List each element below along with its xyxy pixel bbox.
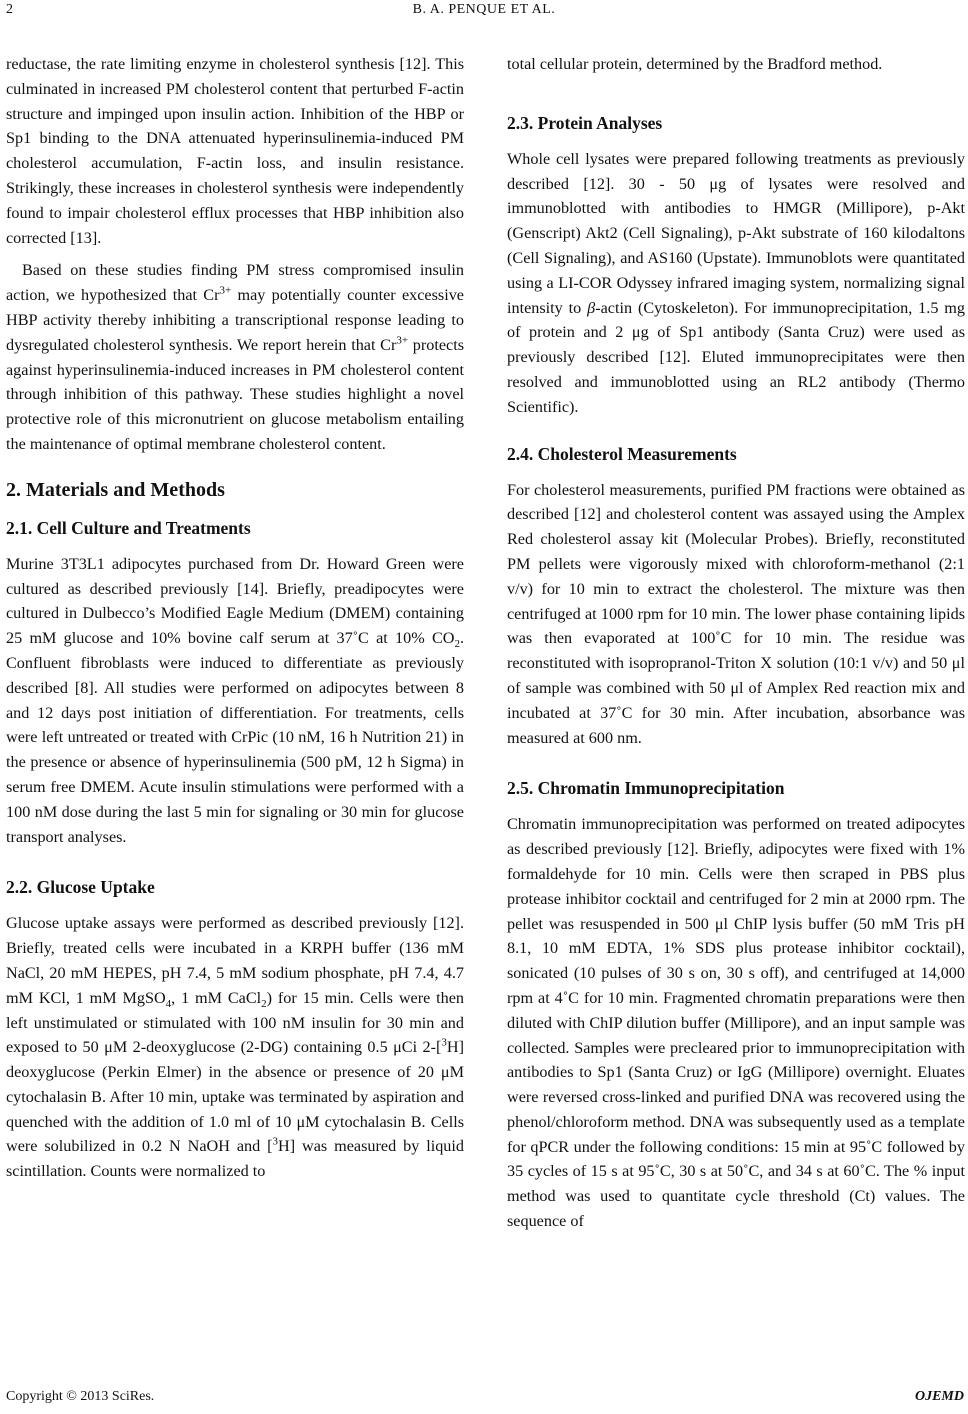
right-column bbox=[507, 52, 965, 1234]
journal-name: OJEMD bbox=[914, 1389, 964, 1404]
subsection-heading: 2.3. Protein Analyses bbox=[507, 112, 663, 133]
subsection-heading: 2.1. Cell Culture and Treatments bbox=[6, 517, 251, 538]
paragraph: Chromatin immunoprecipitation was performed on treated adipocytes as described previously [12]. Briefly, adipocytes were fixed with 1% formaldehyde for 10 min. Cells were then scraped in PBS plus protease inhibitor cocktail and centrifuged for 2 min at 2000 rpm. The pellet was resuspended in 500 μl ChIP lysis buffer (50 mM Tris pH 8.1, 10 mM EDTA, 1% SDS plus protease inhibitor cocktail), sonicated (10 pulses of 30 s on, 30 s off), and centrifuged at 14,000 rpm at 4˚C for 10 min. Fragmented chromatin preparations were then diluted with ChIP dilution buffer (Millipore), and an input sample was collected. Samples were precleared prior to immunoprecipitation with antibodies to Sp1 (Santa Cruz) or IgG (Millipore) overnight. Eluates were reversed cross-linked and purified DNA was recovered using the phenol/chloroform method. DNA was subsequently used as a template for qPCR under the following conditions: 15 min at 95˚C followed by 35 cycles of 15 s at 95˚C, 30 s at 50˚C, and 34 s at 60˚C. The % input method was used to quantitate cycle threshold (Ct) values. The sequence of bbox=[507, 815, 965, 1231]
page-header bbox=[0, 2, 968, 24]
left-column bbox=[6, 52, 464, 1184]
subsection-heading: 2.2. Glucose Uptake bbox=[6, 877, 155, 898]
paragraph: reductase, the rate limiting enzyme in cholesterol synthesis [12]. This culminated in increased PM cholesterol content that perturbed F-actin structure and impinged upon insulin action. Inhibition of the HBP or Sp1 binding to the DNA attenuated hyperinsulinemia-induced PM cholesterol accumulation, F-actin loss, and insulin resistance. Strikingly, these increases in cholesterol synthesis were independently found to impair cholesterol efflux processes that HBP inhibition also corrected [13]. bbox=[6, 55, 464, 247]
page-number: 2 bbox=[6, 2, 13, 17]
paragraph: For cholesterol measurements, purified PM fractions were obtained as described [12] and cholesterol content was assayed using the Amplex Red cholesterol assay kit (Molecular Probes). Briefly, reconstituted PM pellets were vigorously mixed with chloroform-methanol (2:1 v/v) for 10 min to extract the cholesterol. The mixture was then centrifuged at 1000 rpm for 10 min. The lower phase containing lipids was then evaporated at 100˚C for 10 min. The residue was reconstituted with isopropranol-Triton X solution (10:1 v/v) and 50 μl of sample was combined with 50 μl of Amplex Red reaction mix and incubated at 37˚C for 30 min. After incubation, absorbance was measured at 600 nm. bbox=[507, 480, 965, 747]
subsection-heading: 2.5. Chromatin Immunoprecipitation bbox=[507, 778, 785, 799]
paragraph: Whole cell lysates were prepared following treatments as previously described [12]. 30 - 50 μg of lysates were resolved and immunoblotted with antibodies to HMGR (Millipore), p-Akt (Genscript) Akt2 (Cell Signaling), p-Akt substrate of 160 kilodaltons (Cell Signaling), and AS160 (Upstate). Immunoblots were quantitated using a LI-COR Odyssey infrared imaging system, normalizing signal intensity to β-actin (Cytoskeleton). For immunoprecipitation, 1.5 mg of protein and 2 μg of Sp1 antibody (Santa Cruz) were used as previously described [12]. Eluted immunoprecipitates were then resolved and immunoblotted using an RL2 antibody (Thermo Scientific). bbox=[507, 149, 965, 416]
running-title: B. A. PENQUE ET AL. bbox=[412, 2, 556, 17]
paragraph: Glucose uptake assays were performed as described previously [12]. Briefly, treated cells were incubated in a KRPH buffer (136 mM NaCl, 20 mM HEPES, pH 7.4, 5 mM sodium phosphate, pH 7.4, 4.7 mM KCl, 1 mM MgSO$_4$, 1 mM CaCl$_2$) for 15 min. Cells were then left unstimulated or stimulated with 100 nM insulin for 30 min and exposed to 50 μM 2-deoxyglucose (2-DG) containing 0.5 μCi 2-[$^3$H] deoxyglucose (Perkin Elmer) in the absence or presence of 20 μM cytochalasin B. After 10 min, uptake was terminated by aspiration and quenched with the addition of 1.0 ml of 10 μM cytochalasin B. Cells were solubilized in 0.2 N NaOH and [$^3$H] was measured by liquid scintillation. Counts were normalized to bbox=[6, 914, 464, 1181]
subsection-heading: 2.4. Cholesterol Measurements bbox=[507, 443, 737, 464]
paragraph: total cellular protein, determined by the Bradford method. bbox=[507, 55, 883, 73]
paragraph: Based on these studies finding PM stress compromised insulin action, we hypothesized that $Cr^{3+}$ may potentially counter excessive HBP activity thereby inhibiting a transcriptional response leading to dysregulated cholesterol synthesis. We report herein that $Cr^{3+}$ protects against hyperinsulinemia-induced increases in PM cholesterol content through inhibition of this pathway. These studies highlight a novel protective role of this micronutrient on glucose metabolism entailing the maintenance of optimal membrane cholesterol content. bbox=[6, 261, 465, 453]
paragraph: Murine 3T3L1 adipocytes purchased from Dr. Howard Green were cultured as described previously [14]. Briefly, preadipocytes were cultured in Dulbecco’s Modified Eagle Medium (DMEM) containing 25 mM glucose and 10% bovine calf serum at 37˚C at 10% $CO_2$. Confluent fibroblasts were induced to differentiate as previously described [8]. All studies were performed on adipocytes between 8 and 12 days post initiation of differentiation. For treatments, cells were left untreated or treated with CrPic (10 nM, 16 h Nutrition 21) in the presence or absence of hyperinsulinemia (500 pM, 12 h Sigma) in serum free DMEM. Acute insulin stimulations were performed with a 100 nM dose during the last 5 min for signaling or 30 min for glucose transport analyses. bbox=[6, 554, 464, 846]
section-heading: 2. Materials and Methods bbox=[6, 478, 225, 501]
copyright: Copyright © 2013 SciRes. bbox=[6, 1389, 155, 1404]
